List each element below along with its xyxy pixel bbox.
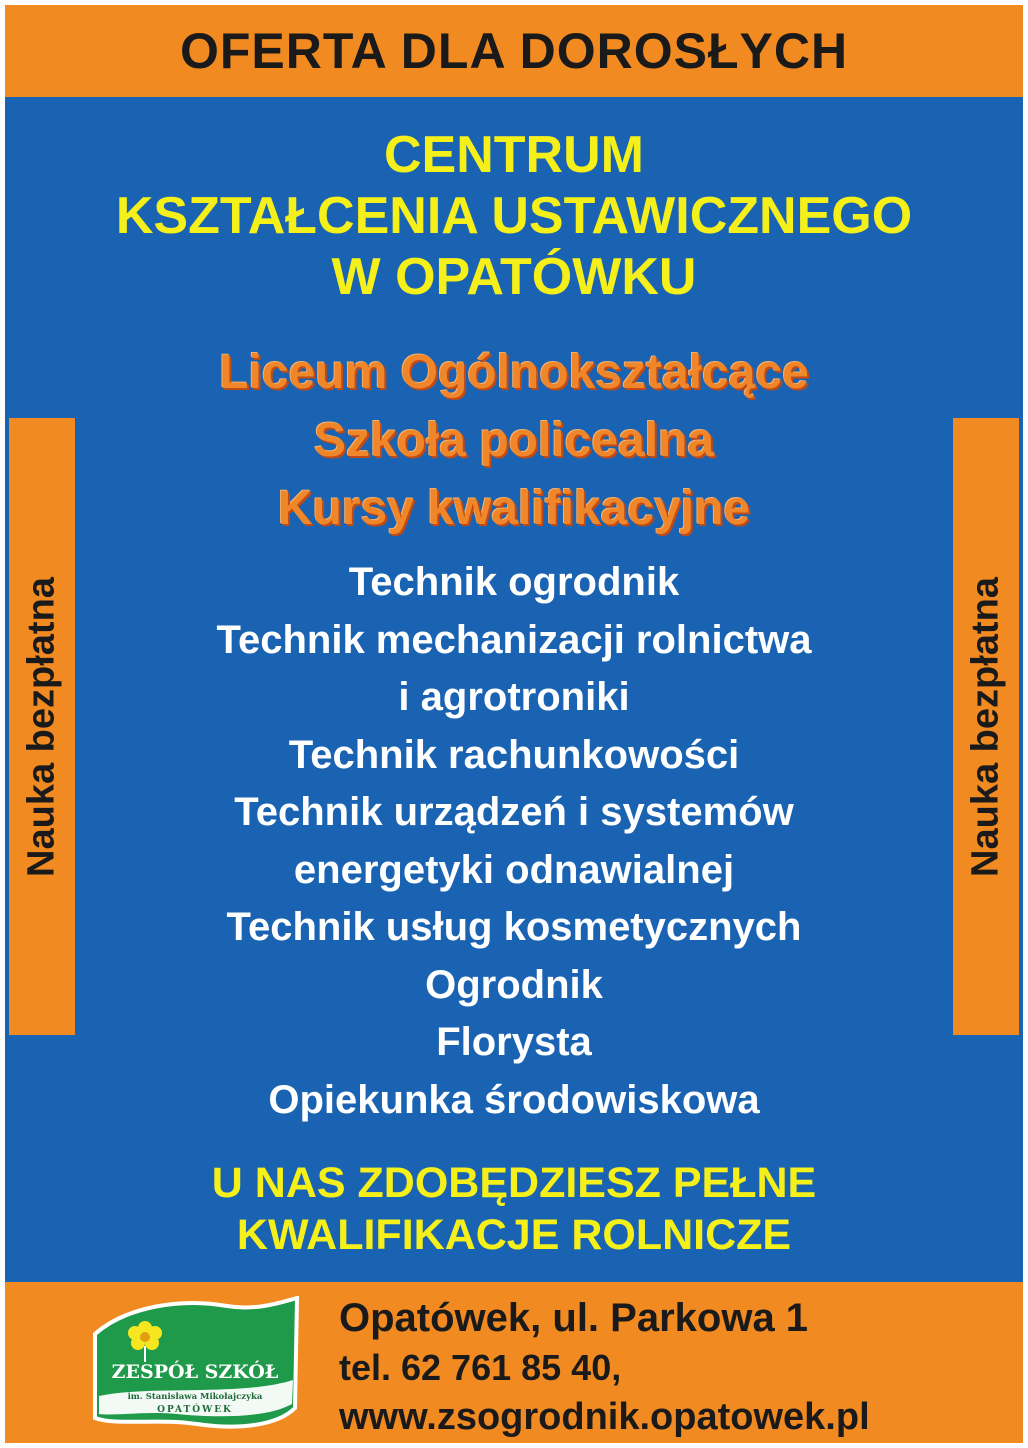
offer-heading: OFERTA DLA DOROSŁYCH xyxy=(179,23,849,79)
course-item: Ogrodnik xyxy=(425,962,603,1007)
centre-title xyxy=(5,125,1023,308)
course-item: Technik usług kosmetycznych xyxy=(226,905,802,949)
course-item: Florysta xyxy=(436,1020,592,1064)
school-logo xyxy=(87,1296,301,1434)
course-item: Technik mechanizacji rolnictwa xyxy=(216,617,812,662)
logo-school-name: ZESPÓŁ SZKÓŁ xyxy=(111,1361,279,1383)
poster xyxy=(5,5,1023,1443)
course-item: Technik ogrodnik xyxy=(348,560,680,604)
slogan xyxy=(5,1157,1023,1261)
website-link[interactable]: www.zsogrodnik.opatowek.pl xyxy=(339,1396,870,1438)
title-line-2: KSZTAŁCENIA USTAWICZNEGO xyxy=(115,187,913,245)
top-banner xyxy=(5,5,1023,97)
school-types xyxy=(5,339,1023,543)
contact-info xyxy=(339,1292,870,1442)
school-type-item: Liceum Ogólnokształcące xyxy=(219,346,809,399)
logo-town: OPATÓWEK xyxy=(157,1405,233,1415)
slogan-line-2: KWALIFIKACJE ROLNICZE xyxy=(236,1211,792,1259)
school-type-item: Szkoła policealna xyxy=(313,414,715,467)
course-item: energetyki odnawialnej xyxy=(293,847,735,892)
school-type-item: Kursy kwalifikacyjne xyxy=(277,482,751,535)
course-item: i agrotroniki xyxy=(398,675,630,719)
slogan-line-1: U NAS ZDOBĘDZIESZ PEŁNE xyxy=(211,1159,817,1207)
course-item: Opiekunka środowiskowa xyxy=(268,1077,760,1122)
course-item: Technik urządzeń i systemów xyxy=(234,790,794,834)
phone-text: tel. 62 761 85 40, xyxy=(339,1347,622,1388)
side-banner-label: Nauka bezpłatna xyxy=(964,576,1007,877)
side-banner-label: Nauka bezpłatna xyxy=(20,576,63,877)
course-item: Technik rachunkowości xyxy=(288,732,740,777)
logo-patron: im. Stanisława Mikołajczyka xyxy=(127,1392,263,1402)
title-line-1: CENTRUM xyxy=(384,126,644,184)
contact-banner xyxy=(5,1282,1023,1443)
address-text: Opatówek, ul. Parkowa 1 xyxy=(339,1296,809,1340)
course-list xyxy=(5,554,1023,1129)
title-line-3: W OPATÓWKU xyxy=(331,248,697,306)
